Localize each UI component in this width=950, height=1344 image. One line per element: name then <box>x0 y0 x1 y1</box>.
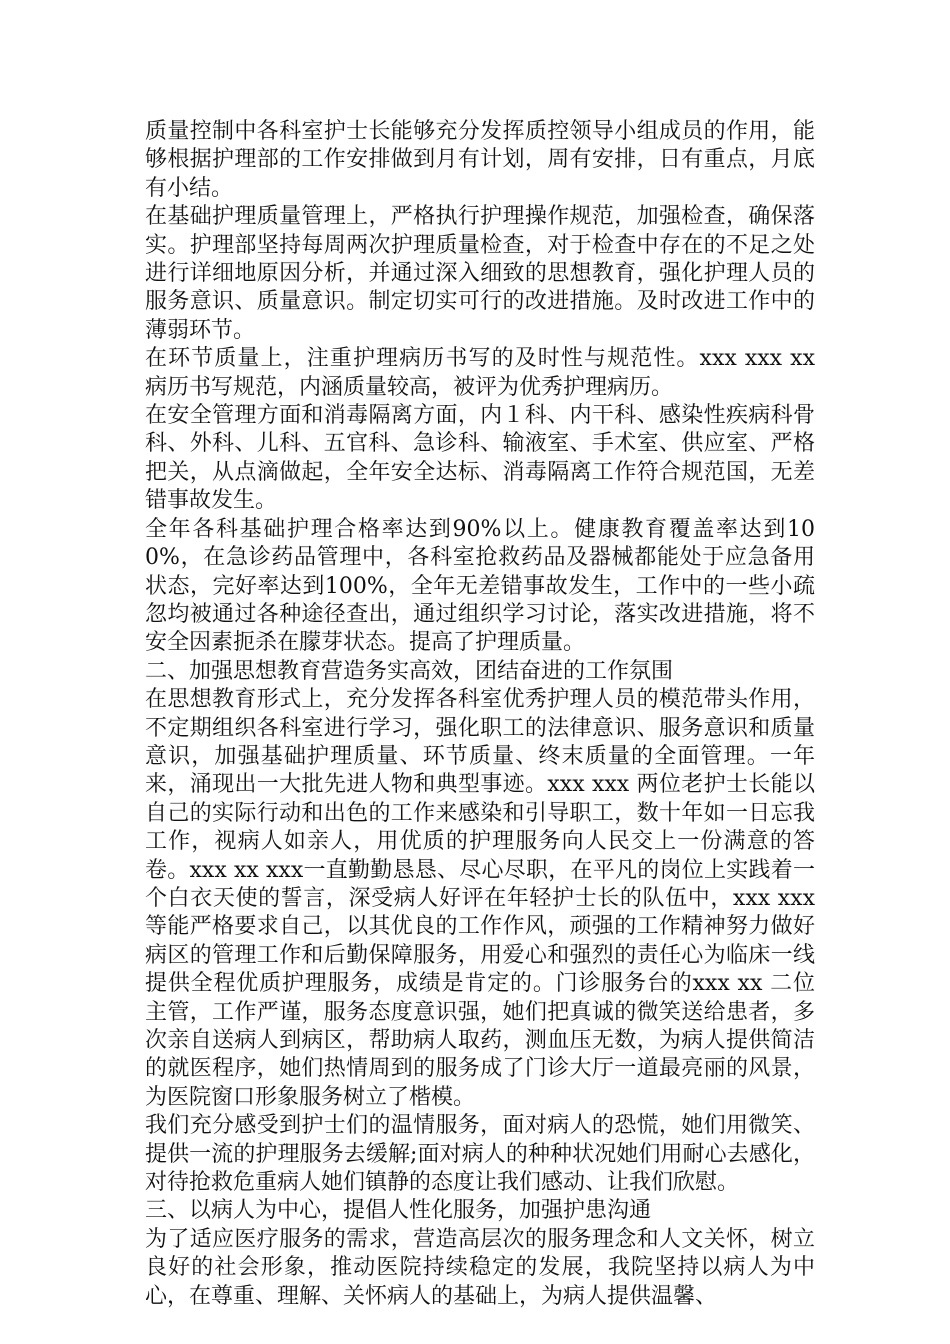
document-body <box>145 118 815 1311</box>
section-heading-2: 二、加强思想教育营造务实高效，团结奋进的工作氛围 <box>145 658 674 684</box>
paragraph-basic-nursing: 在基础护理质量管理上，严格执行护理操作规范，加强检查，确保落实。护理部坚持每周两次护理质量检查，对于检查中存在的不足之处进行详细地原因分析，并通过深入细致的思想教育，强化护理人员的服务意识、质量意识。制定切实可行的改进措施。及时改进工作中的薄弱环节。 <box>145 204 815 343</box>
paragraph-warm-service: 我们充分感受到护士们的温情服务，面对病人的恐慌，她们用微笑、提供一流的护理服务去缓解;面对病人的种种状况她们用耐心去感化，对待抢救危重病人她们镇静的态度让我们感动、让我们欣慰。 <box>145 1113 815 1196</box>
section-heading-3: 三、以病人为中心，提倡人性化服务，加强护患沟通 <box>145 1198 652 1224</box>
paragraph-quality-control: 质量控制中各科室护士长能够充分发挥质控领导小组成员的作用，能够根据护理部的工作安排做到月有计划，周有安排，日有重点，月底有小结。 <box>145 119 815 201</box>
paragraph-safety-management: 在安全管理方面和消毒隔离方面，内１科、内干科、感染性疾病科骨科、外科、儿科、五官科、急诊科、输液室、手术室、供应室、严格把关，从点滴做起，全年安全达标、消毒隔离工作符合规范国，无差错事故发生。 <box>145 403 815 514</box>
paragraph-link-quality: 在环节质量上，注重护理病历书写的及时性与规范性。xxx xxx xx 病历书写规范，内涵质量较高，被评为优秀护理病历。 <box>145 346 815 400</box>
paragraph-ideological-education: 在思想教育形式上，充分发挥各科室优秀护理人员的模范带头作用，不定期组织各科室进行学习，强化职工的法律意识、服务意识和质量意识，加强基础护理质量、环节质量、终末质量的全面管理。一年来，涌现出一大批先进人物和典型事迹。xxx xxx 两位老护士长能以自己的实际行动和出色的工作来感染和引导职工，数十年如一日忘我工作，视病人如亲人，用优质的护理服务向人民交上一份满意的答卷。xxx xx xxx一直勤勤恳恳、尽心尽职，在平凡的岗位上实践着一个白衣天使的誓言，深受病人好评在年轻护士长的队伍中，xxx xxx 等能严格要求自己，以其优良的工作作风，顽强的工作精神努力做好病区的管理工作和后勤保障服务，用爱心和强烈的责任心为临床一线提供全程优质护理服务，成绩是肯定的。门诊服务台的xxx xx 二位主管，工作严谨，服务态度意识强，她们把真诚的微笑送给患者，多次亲自送病人到病区，帮助病人取药，测血压无数，为病人提供简洁的就医程序，她们热情周到的服务成了门诊大厅一道最亮丽的风景，为医院窗口形象服务树立了楷模。 <box>145 687 815 1110</box>
paragraph-patient-centered: 为了适应医疗服务的需求，营造高层次的服务理念和人文关怀，树立良好的社会形象，推动医院持续稳定的发展，我院坚持以病人为中心，在尊重、理解、关怀病人的基础上，为病人提供温馨、 <box>145 1226 815 1309</box>
paragraph-annual-rates: 全年各科基础护理合格率达到90%以上。健康教育覆盖率达到100%，在急诊药品管理中，各科室抢救药品及器械都能处于应急备用状态，完好率达到100%，全年无差错事故发生，工作中的一些小疏忽均被通过各种途径查出，通过组织学习讨论，落实改进措施，将不安全因素扼杀在朦芽状态。提高了护理质量。 <box>145 516 815 656</box>
